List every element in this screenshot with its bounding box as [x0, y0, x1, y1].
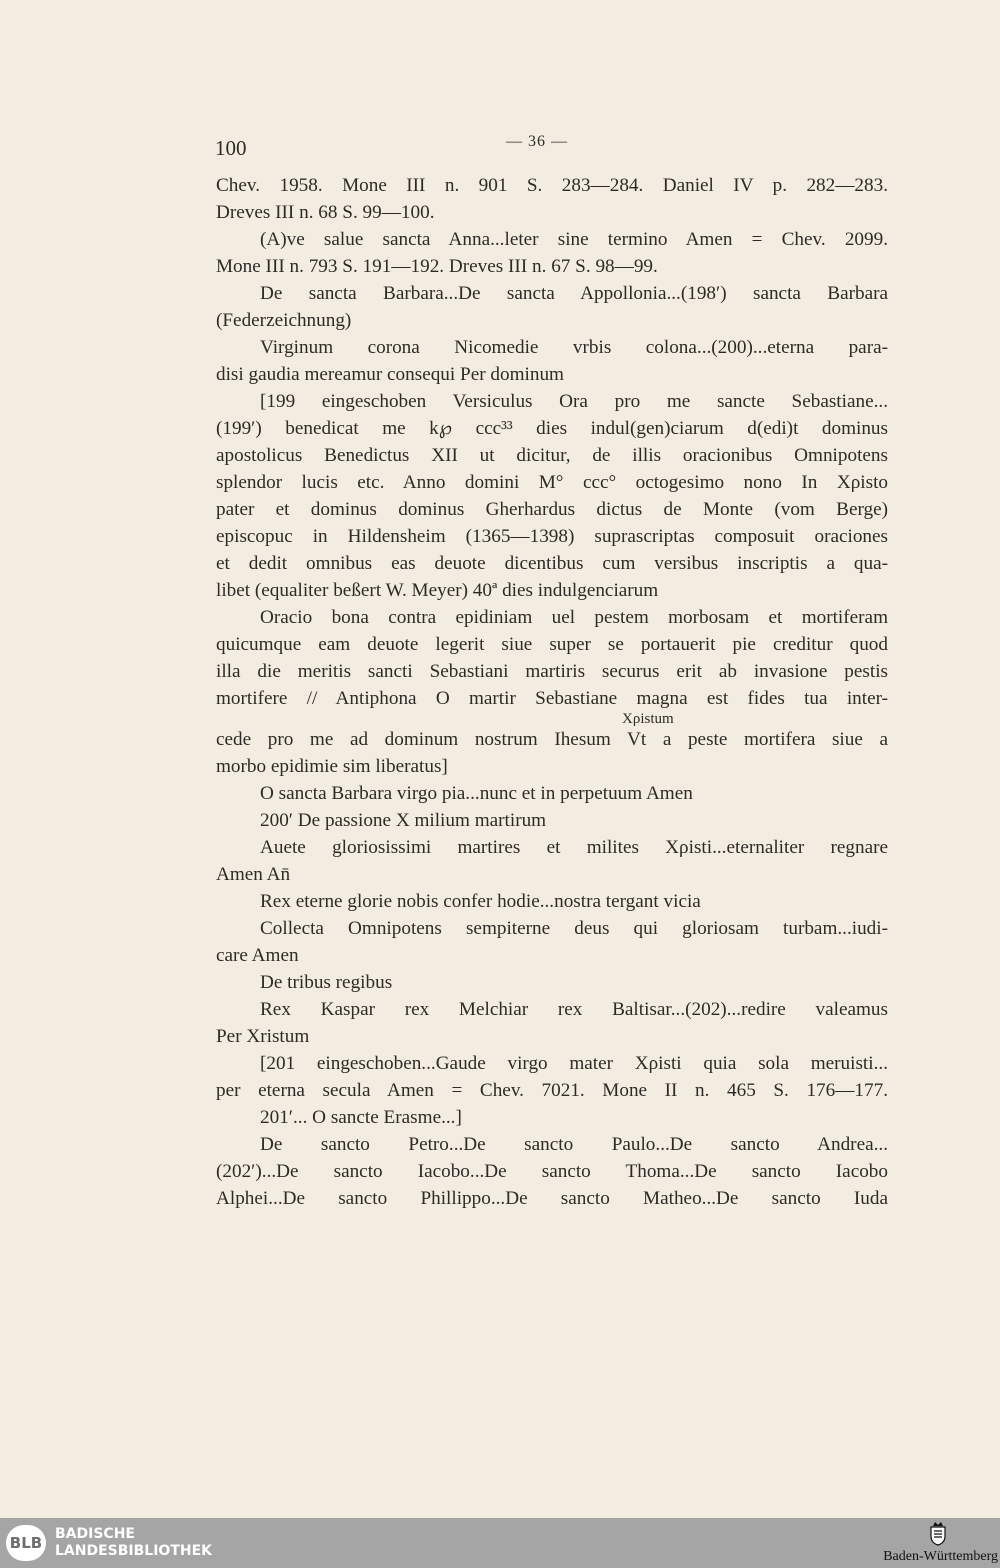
text-line: (199′) benedicat me k℘ ccc³³ dies indul(gen)ciarum d(edi)t dominus	[216, 418, 888, 439]
text-line: Per Xristum	[216, 1026, 310, 1047]
text-line: (A)ve salue sancta Anna...leter sine termino Amen = Chev. 2099.	[260, 229, 888, 250]
blb-logo[interactable]: BLB	[6, 1525, 46, 1561]
text-line: O sancta Barbara virgo pia...nunc et in perpetuum Amen	[260, 783, 693, 804]
text-line: De sancta Barbara...De sancta Appollonia...(198′) sancta Barbara	[260, 283, 888, 304]
text-line: Rex Kaspar rex Melchiar rex Baltisar...(202)...redire valeamus	[260, 999, 888, 1020]
text-line: De tribus regibus	[260, 972, 393, 993]
text-line: disi gaudia mereamur consequi Per dominum	[216, 364, 564, 385]
library-name-line-2: LANDESBIBLIOTHEK	[55, 1543, 213, 1559]
text-line: morbo epidimie sim liberatus]	[216, 756, 448, 777]
text-line: mortifere // Antiphona O martir Sebastiane magna est fides tua inter-	[216, 688, 888, 709]
text-line: Oracio bona contra epidiniam uel pestem morbosam et mortiferam	[260, 607, 888, 628]
state-label: Baden-Württemberg	[883, 1549, 998, 1564]
library-name-line-1: BADISCHE	[55, 1526, 135, 1542]
text-line: episcopuc in Hildensheim (1365—1398) suprascriptas composuit oraciones	[216, 526, 888, 547]
text-line: care Amen	[216, 945, 299, 966]
library-name[interactable]	[55, 1526, 212, 1560]
text-body	[216, 172, 888, 1212]
text-line: [201 eingeschoben...Gaude virgo mater Xρisti quia sola meruisti...	[260, 1053, 888, 1074]
text-line: Amen An̄	[216, 864, 291, 885]
coat-of-arms-icon	[928, 1520, 948, 1546]
text-line: et dedit omnibus eas deuote dicentibus cum versibus inscriptis a qua-	[216, 553, 888, 574]
text-line: Chev. 1958. Mone III n. 901 S. 283—284. Daniel IV p. 282—283.	[216, 175, 888, 196]
folio-number: — 36 —	[506, 133, 568, 150]
text-line: (Federzeichnung)	[216, 310, 352, 331]
text-line: [199 eingeschoben Versiculus Ora pro me sancte Sebastiane...	[260, 391, 888, 412]
text-line: (202′)...De sancto Iacobo...De sancto Thoma...De sancto Iacobo	[216, 1161, 888, 1182]
text-line: Auete gloriosissimi martires et milites Xρisti...eternaliter regnare	[260, 837, 888, 858]
text-line: quicumque eam deuote legerit siue super se portauerit pie creditur quod	[216, 634, 888, 655]
text-line: De sancto Petro...De sancto Paulo...De sancto Andrea...	[260, 1134, 888, 1155]
text-line: illa die meritis sancti Sebastiani martiris securus erit ab invasione pestis	[216, 661, 888, 682]
text-line: 201′... O sancte Erasme...]	[260, 1107, 462, 1128]
footer-bar	[0, 1518, 1000, 1568]
text-line: apostolicus Benedictus XII ut dicitur, de illis oracionibus Omnipotens	[216, 445, 888, 466]
text-line: libet (equaliter beßert W. Meyer) 40ª dies indulgenciarum	[216, 580, 659, 601]
text-line: Mone III n. 793 S. 191—192. Dreves III n. 67 S. 98—99.	[216, 256, 658, 277]
text-line: Collecta Omnipotens sempiterne deus qui gloriosam turbam...iudi-	[260, 918, 888, 939]
text-line: Xρistum	[622, 711, 674, 727]
text-line: cede pro me ad dominum nostrum Ihesum Vt a peste mortifera siue a	[216, 729, 888, 750]
page-number: 100	[215, 136, 247, 160]
text-line: splendor lucis etc. Anno domini M° ccc° octogesimo nono In Xρisto	[216, 472, 888, 493]
text-line: Rex eterne glorie nobis confer hodie...nostra tergant vicia	[260, 891, 701, 912]
text-line: Dreves III n. 68 S. 99—100.	[216, 202, 435, 223]
text-line: Alphei...De sancto Phillippo...De sancto Matheo...De sancto Iuda	[216, 1188, 888, 1209]
text-line: per eterna secula Amen = Chev. 7021. Mone II n. 465 S. 176—177.	[216, 1080, 888, 1101]
text-line: 200′ De passione X milium martirum	[260, 810, 547, 831]
text-line: Virginum corona Nicomedie vrbis colona...(200)...eterna para-	[260, 337, 888, 358]
text-line: pater et dominus dominus Gherhardus dictus de Monte (vom Berge)	[216, 499, 888, 520]
